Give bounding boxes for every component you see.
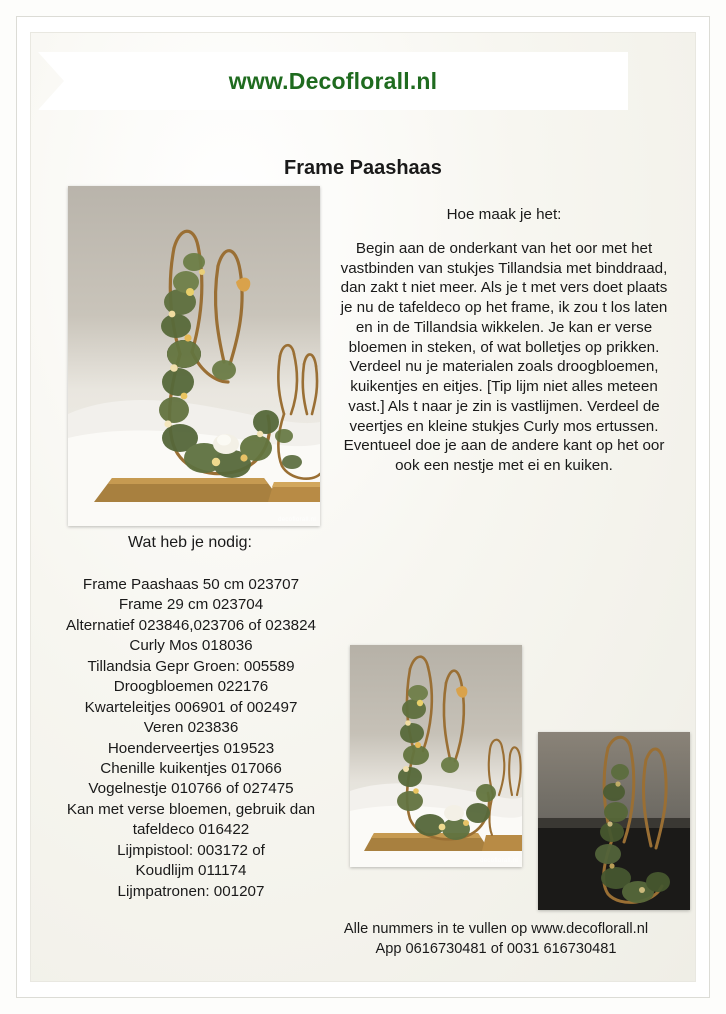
photo-artwork-main bbox=[68, 186, 320, 526]
list-item: Lijmpistool: 003172 of bbox=[117, 841, 265, 859]
list-item: Curly Mos 018036 bbox=[129, 637, 253, 655]
photo-watermark: decoflorall.nl bbox=[278, 517, 316, 523]
list-item: Chenille kuikentjes 017066 bbox=[100, 759, 282, 777]
list-item: Kwarteleitjes 006901 of 002497 bbox=[84, 698, 298, 716]
materials-heading: Wat heb je nodig: bbox=[128, 534, 252, 551]
banner-content bbox=[38, 52, 628, 110]
list-item: Frame 29 cm 023704 bbox=[118, 596, 264, 614]
list-item: Frame Paashaas 50 cm 023707 bbox=[82, 576, 300, 593]
instructions-heading: Hoe maak je het: bbox=[446, 206, 562, 223]
photo-frame-paashaas-main bbox=[68, 186, 320, 526]
materials-list bbox=[38, 575, 344, 902]
list-item: Koudlijm 011174 bbox=[135, 862, 247, 880]
list-item: Kan met verse bloemen, gebruik dan tafeldeco 016422 bbox=[66, 800, 316, 839]
photo-artwork-detail bbox=[350, 645, 522, 867]
footer-line-1: Alle nummers in te vullen op www.decoflorall.nl bbox=[343, 921, 649, 937]
photo-frame-paashaas-dark bbox=[538, 732, 690, 910]
list-item: Droogbloemen 022176 bbox=[113, 678, 269, 696]
list-item: Tillandsia Gepr Groen: 005589 bbox=[87, 657, 295, 675]
site-title: www.Decoflorall.nl bbox=[228, 67, 438, 94]
list-item: Vogelnestje 010766 of 027475 bbox=[88, 780, 294, 798]
list-item: Alternatief 023846,023706 of 023824 bbox=[66, 616, 316, 634]
instructions-block bbox=[338, 205, 670, 476]
list-item: Veren 023836 bbox=[143, 719, 239, 737]
footer-block bbox=[296, 920, 696, 959]
photo-frame-paashaas-detail bbox=[350, 645, 522, 867]
instructions-body: Begin aan de onderkant van het oor met het vastbinden van stukjes Tillandsia met binddraad, dan zakt t niet meer. Als je t met vers doet plaats je nu de tafeldeco op het frame, ik zou t los laten en in de Tillandsia wikkelen. Je kan er verse bloemen in steken, of wat bolletjes op prikken. Verdeel nu je materialen zoals droogbloemen, kuikentjes en eitjes. [Tip lijm niet alles meteen vast.] Als t naar je zin is vastlijmen. Verdeel de veertjes en kleine stukjes Curly mos ertussen. Eventueel doe je aan de andere kant op het oor ook een nestje met ei en kuiken. bbox=[340, 239, 668, 474]
footer-line-2: App 0616730481 of 0031 616730481 bbox=[375, 940, 617, 957]
list-item: Hoenderveertjes 019523 bbox=[107, 739, 275, 757]
photo-watermark: decoflorall.nl bbox=[480, 858, 518, 864]
photo-artwork-dark bbox=[538, 732, 690, 910]
list-item: Lijmpatronen: 001207 bbox=[117, 882, 265, 900]
page-title: Frame Paashaas bbox=[284, 157, 442, 179]
site-banner bbox=[38, 52, 628, 110]
